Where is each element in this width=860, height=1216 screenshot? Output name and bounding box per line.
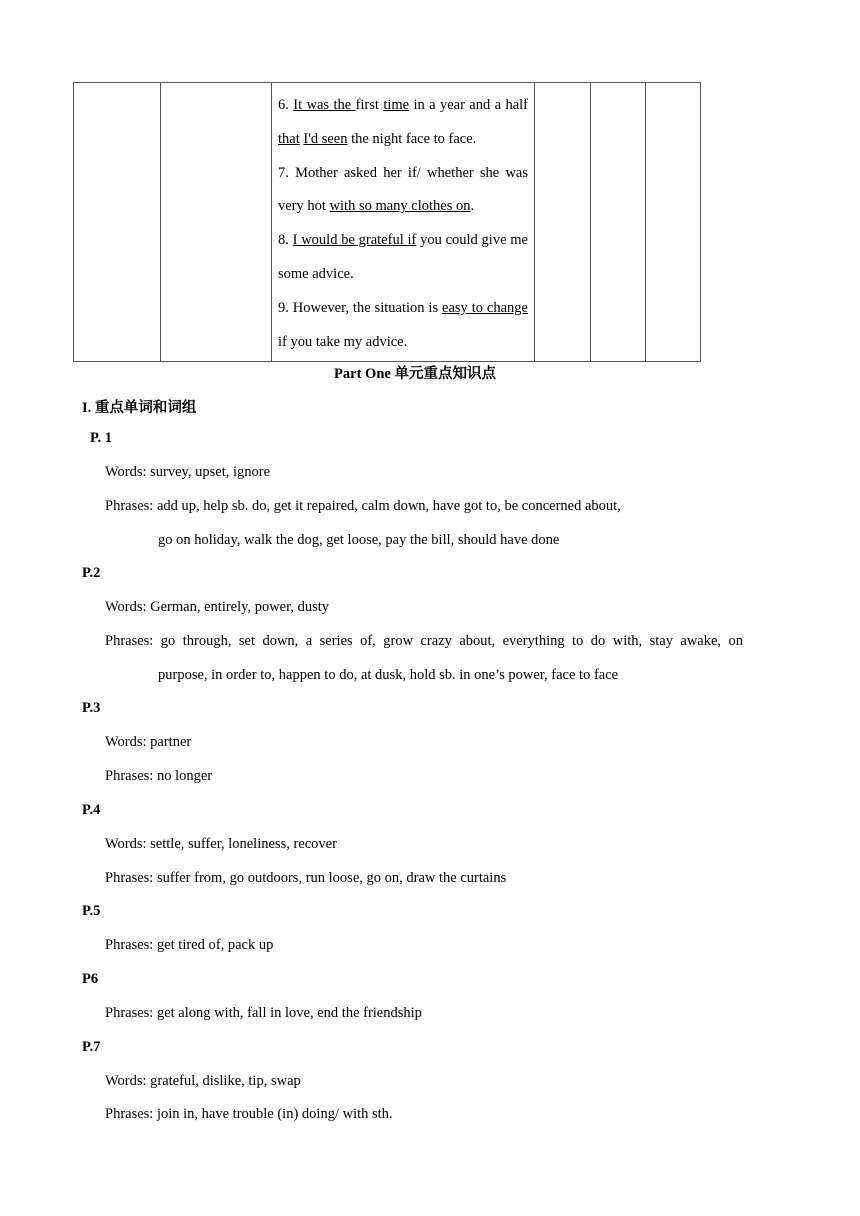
text-fragment: the night face to face. (347, 130, 477, 147)
underlined-fragment: It was the (293, 97, 356, 113)
page-label-p2: P.2 (82, 565, 101, 581)
phrases-line: Phrases: add up, help sb. do, get it repaired, calm down, have got to, be concerned about, (105, 498, 621, 514)
text-fragment: first (355, 97, 384, 113)
section-heading: I. 重点单词和词组 (82, 400, 197, 416)
words-line: Words: partner (105, 734, 192, 750)
table-row (74, 83, 701, 362)
text-fragment: 8. (278, 232, 293, 249)
page-label-p4: P.4 (82, 802, 101, 818)
example-sentence (278, 89, 528, 157)
table-cell-empty (535, 83, 591, 362)
phrases-continuation: purpose, in order to, happen to do, at dusk, hold sb. in one’s power, face to face (158, 667, 619, 683)
phrases-line: Phrases: get tired of, pack up (105, 937, 274, 953)
example-sentence (278, 292, 528, 360)
phrases-line: Phrases: suffer from, go outdoors, run loose, go on, draw the curtains (105, 870, 507, 886)
page-label-p1: P. 1 (90, 430, 113, 446)
text-fragment: 6. (278, 97, 294, 113)
underlined-fragment: I would be grateful if (292, 232, 417, 249)
underlined-fragment: easy to change (442, 299, 528, 316)
page-label-p7: P.7 (82, 1039, 101, 1055)
text-fragment: . (470, 198, 475, 215)
example-sentence (278, 224, 528, 292)
underlined-fragment: with so many clothes on (329, 198, 471, 215)
underlined-fragment: time (383, 97, 410, 113)
text-fragment: 9. However, the situation is (278, 299, 443, 316)
sentence-list (278, 89, 528, 359)
words-line: Words: settle, suffer, loneliness, recover (105, 836, 337, 852)
table-cell-empty (591, 83, 646, 362)
page-label-p6: P6 (82, 971, 99, 987)
table-cell-empty (74, 83, 161, 362)
table-cell-empty (646, 83, 701, 362)
phrases-line: Phrases: join in, have trouble (in) doing/ with sth. (105, 1106, 393, 1122)
vocabulary-table (73, 82, 701, 362)
phrases-line: Phrases: no longer (105, 768, 213, 784)
phrases-line: Phrases: go through, set down, a series of, grow crazy about, everything to do with, stay awake, on (105, 633, 743, 649)
underlined-fragment: I'd seen (303, 130, 348, 147)
text-fragment: in a year and a half (409, 97, 528, 113)
page-label-p5: P.5 (82, 903, 101, 919)
example-sentence (278, 157, 528, 225)
text-fragment: you could give me some advice. (278, 232, 528, 282)
table-cell-empty (161, 83, 272, 362)
part-title: Part One 单元重点知识点 (334, 366, 496, 382)
underlined-fragment: that (278, 130, 300, 147)
phrases-continuation: go on holiday, walk the dog, get loose, pay the bill, should have done (158, 532, 560, 548)
phrases-line: Phrases: get along with, fall in love, end the friendship (105, 1005, 422, 1021)
sentence-cell (272, 83, 535, 362)
words-line: Words: grateful, dislike, tip, swap (105, 1073, 301, 1089)
words-line: Words: survey, upset, ignore (105, 464, 271, 480)
text-fragment: if you take my advice. (278, 333, 408, 350)
page-label-p3: P.3 (82, 700, 101, 716)
words-line: Words: German, entirely, power, dusty (105, 599, 330, 615)
text-fragment: 7. Mother asked her if/ whether she was very hot (278, 164, 528, 215)
